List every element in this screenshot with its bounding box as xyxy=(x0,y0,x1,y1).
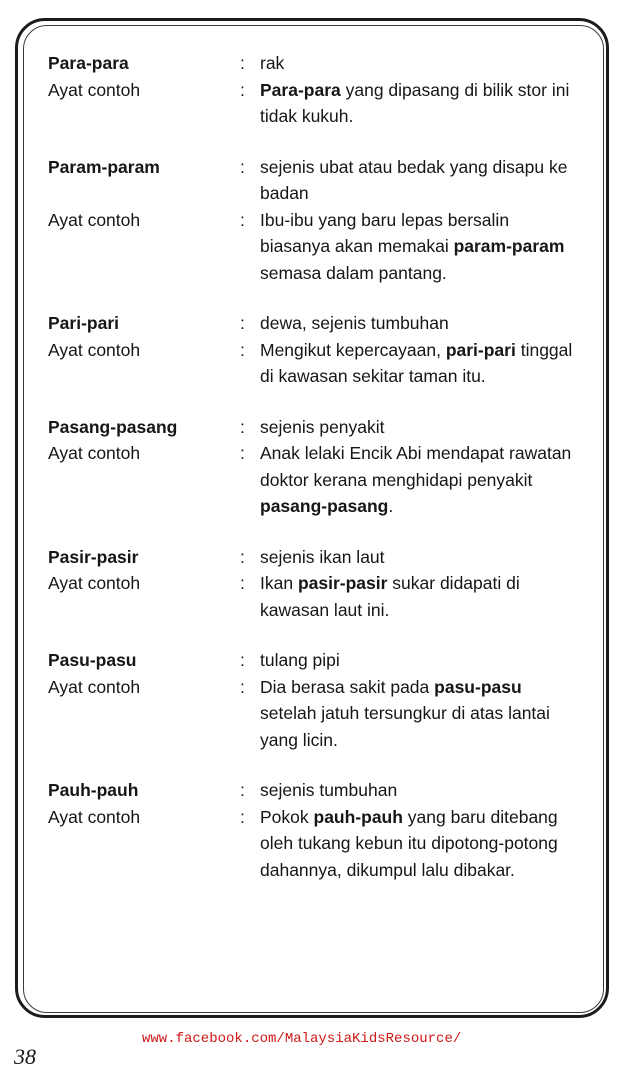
colon: : xyxy=(240,676,245,697)
example-sentence xyxy=(260,337,578,390)
example-row xyxy=(48,207,593,287)
example-label: Ayat contoh xyxy=(48,79,141,100)
example-row xyxy=(48,804,593,884)
sentence-text: Dia berasa sakit pada xyxy=(260,676,435,697)
example-row xyxy=(48,77,593,130)
glossary-entry xyxy=(48,777,593,883)
colon: : xyxy=(240,806,245,827)
example-label: Ayat contoh xyxy=(48,209,141,230)
definition-row xyxy=(48,647,593,674)
sentence-text: yang baru ditebang oleh tukang kebun itu dipotong-potong dahannya, dikumpul lalu dibakar. xyxy=(260,806,558,880)
colon: : xyxy=(240,313,245,333)
entry-word: Pasir-pasir xyxy=(48,546,139,567)
sentence-text: setelah jatuh tersungkur di atas lantai yang licin. xyxy=(260,703,550,750)
entry-meaning: sejenis penyakit xyxy=(260,416,385,437)
definition-row xyxy=(48,50,593,77)
example-row xyxy=(48,440,593,520)
colon: : xyxy=(240,53,245,73)
example-sentence xyxy=(260,804,578,884)
colon: : xyxy=(240,546,245,567)
glossary-entry xyxy=(48,50,593,130)
colon: : xyxy=(240,443,245,463)
sentence-text: semasa dalam pantang. xyxy=(260,262,447,283)
colon: : xyxy=(240,650,245,670)
entry-word: Pari-pari xyxy=(48,313,119,333)
glossary-entry xyxy=(48,414,593,520)
example-row xyxy=(48,674,593,754)
entry-word: Pauh-pauh xyxy=(48,780,139,800)
definition-row xyxy=(48,544,593,571)
example-sentence xyxy=(260,77,578,130)
highlighted-word: pari-pari xyxy=(445,339,516,360)
colon: : xyxy=(240,416,245,437)
example-label: Ayat contoh xyxy=(48,676,141,697)
glossary-entry xyxy=(48,544,593,624)
entry-word: Para-para xyxy=(48,53,129,73)
highlighted-word: Para-para xyxy=(260,79,341,100)
highlighted-word: pasir-pasir xyxy=(297,573,388,593)
footer-url: www.facebook.com/MalaysiaKidsResource/ xyxy=(142,1031,462,1047)
highlighted-word: pauh-pauh xyxy=(313,806,403,827)
sentence-text: Ikan xyxy=(260,573,298,593)
definition-row xyxy=(48,414,593,441)
example-sentence xyxy=(260,207,578,287)
glossary-entry xyxy=(48,647,593,753)
example-sentence xyxy=(260,440,578,520)
glossary-list xyxy=(48,50,593,907)
colon: : xyxy=(240,573,245,593)
page-number: 38 xyxy=(14,1044,36,1069)
definition-row xyxy=(48,310,593,337)
colon: : xyxy=(240,79,245,100)
highlighted-word: pasu-pasu xyxy=(434,676,522,697)
example-label: Ayat contoh xyxy=(48,573,141,593)
glossary-entry xyxy=(48,154,593,287)
entry-meaning: rak xyxy=(260,53,285,73)
example-label: Ayat contoh xyxy=(48,339,141,360)
sentence-text: Pokok xyxy=(260,806,314,827)
sentence-text: sukar didapati di kawasan laut ini. xyxy=(260,573,520,620)
colon: : xyxy=(240,780,245,800)
sentence-text: Anak lelaki Encik Abi mendapat rawatan doktor kerana menghidapi penyakit xyxy=(260,443,572,490)
entry-meaning: sejenis tumbuhan xyxy=(260,780,398,800)
example-label: Ayat contoh xyxy=(48,806,141,827)
entry-meaning: sejenis ikan laut xyxy=(260,546,385,567)
sentence-text: Mengikut kepercayaan, xyxy=(260,339,446,360)
example-sentence xyxy=(260,674,578,754)
sentence-text: Ibu-ibu yang baru lepas bersalin biasanya akan memakai xyxy=(260,209,510,256)
example-label: Ayat contoh xyxy=(48,443,141,463)
colon: : xyxy=(240,156,245,177)
example-row xyxy=(48,570,593,623)
highlighted-word: pasang-pasang xyxy=(260,496,389,516)
sentence-text: yang dipasang di bilik stor ini tidak kukuh. xyxy=(260,79,570,126)
entry-meaning: sejenis ubat atau bedak yang disapu ke badan xyxy=(260,156,568,203)
definition-row xyxy=(48,777,593,804)
colon: : xyxy=(240,339,245,360)
entry-word: Param-param xyxy=(48,156,160,177)
entry-word: Pasu-pasu xyxy=(48,650,137,670)
colon: : xyxy=(240,209,245,230)
glossary-entry xyxy=(48,310,593,390)
sentence-text: tinggal di kawasan sekitar taman itu. xyxy=(260,339,573,386)
example-sentence xyxy=(260,570,578,623)
highlighted-word: param-param xyxy=(453,236,565,256)
entry-word: Pasang-pasang xyxy=(48,416,178,437)
entry-meaning: dewa, sejenis tumbuhan xyxy=(260,313,449,333)
sentence-text: . xyxy=(388,496,394,516)
entry-meaning: tulang pipi xyxy=(260,650,340,670)
definition-row xyxy=(48,154,593,207)
example-row xyxy=(48,337,593,390)
